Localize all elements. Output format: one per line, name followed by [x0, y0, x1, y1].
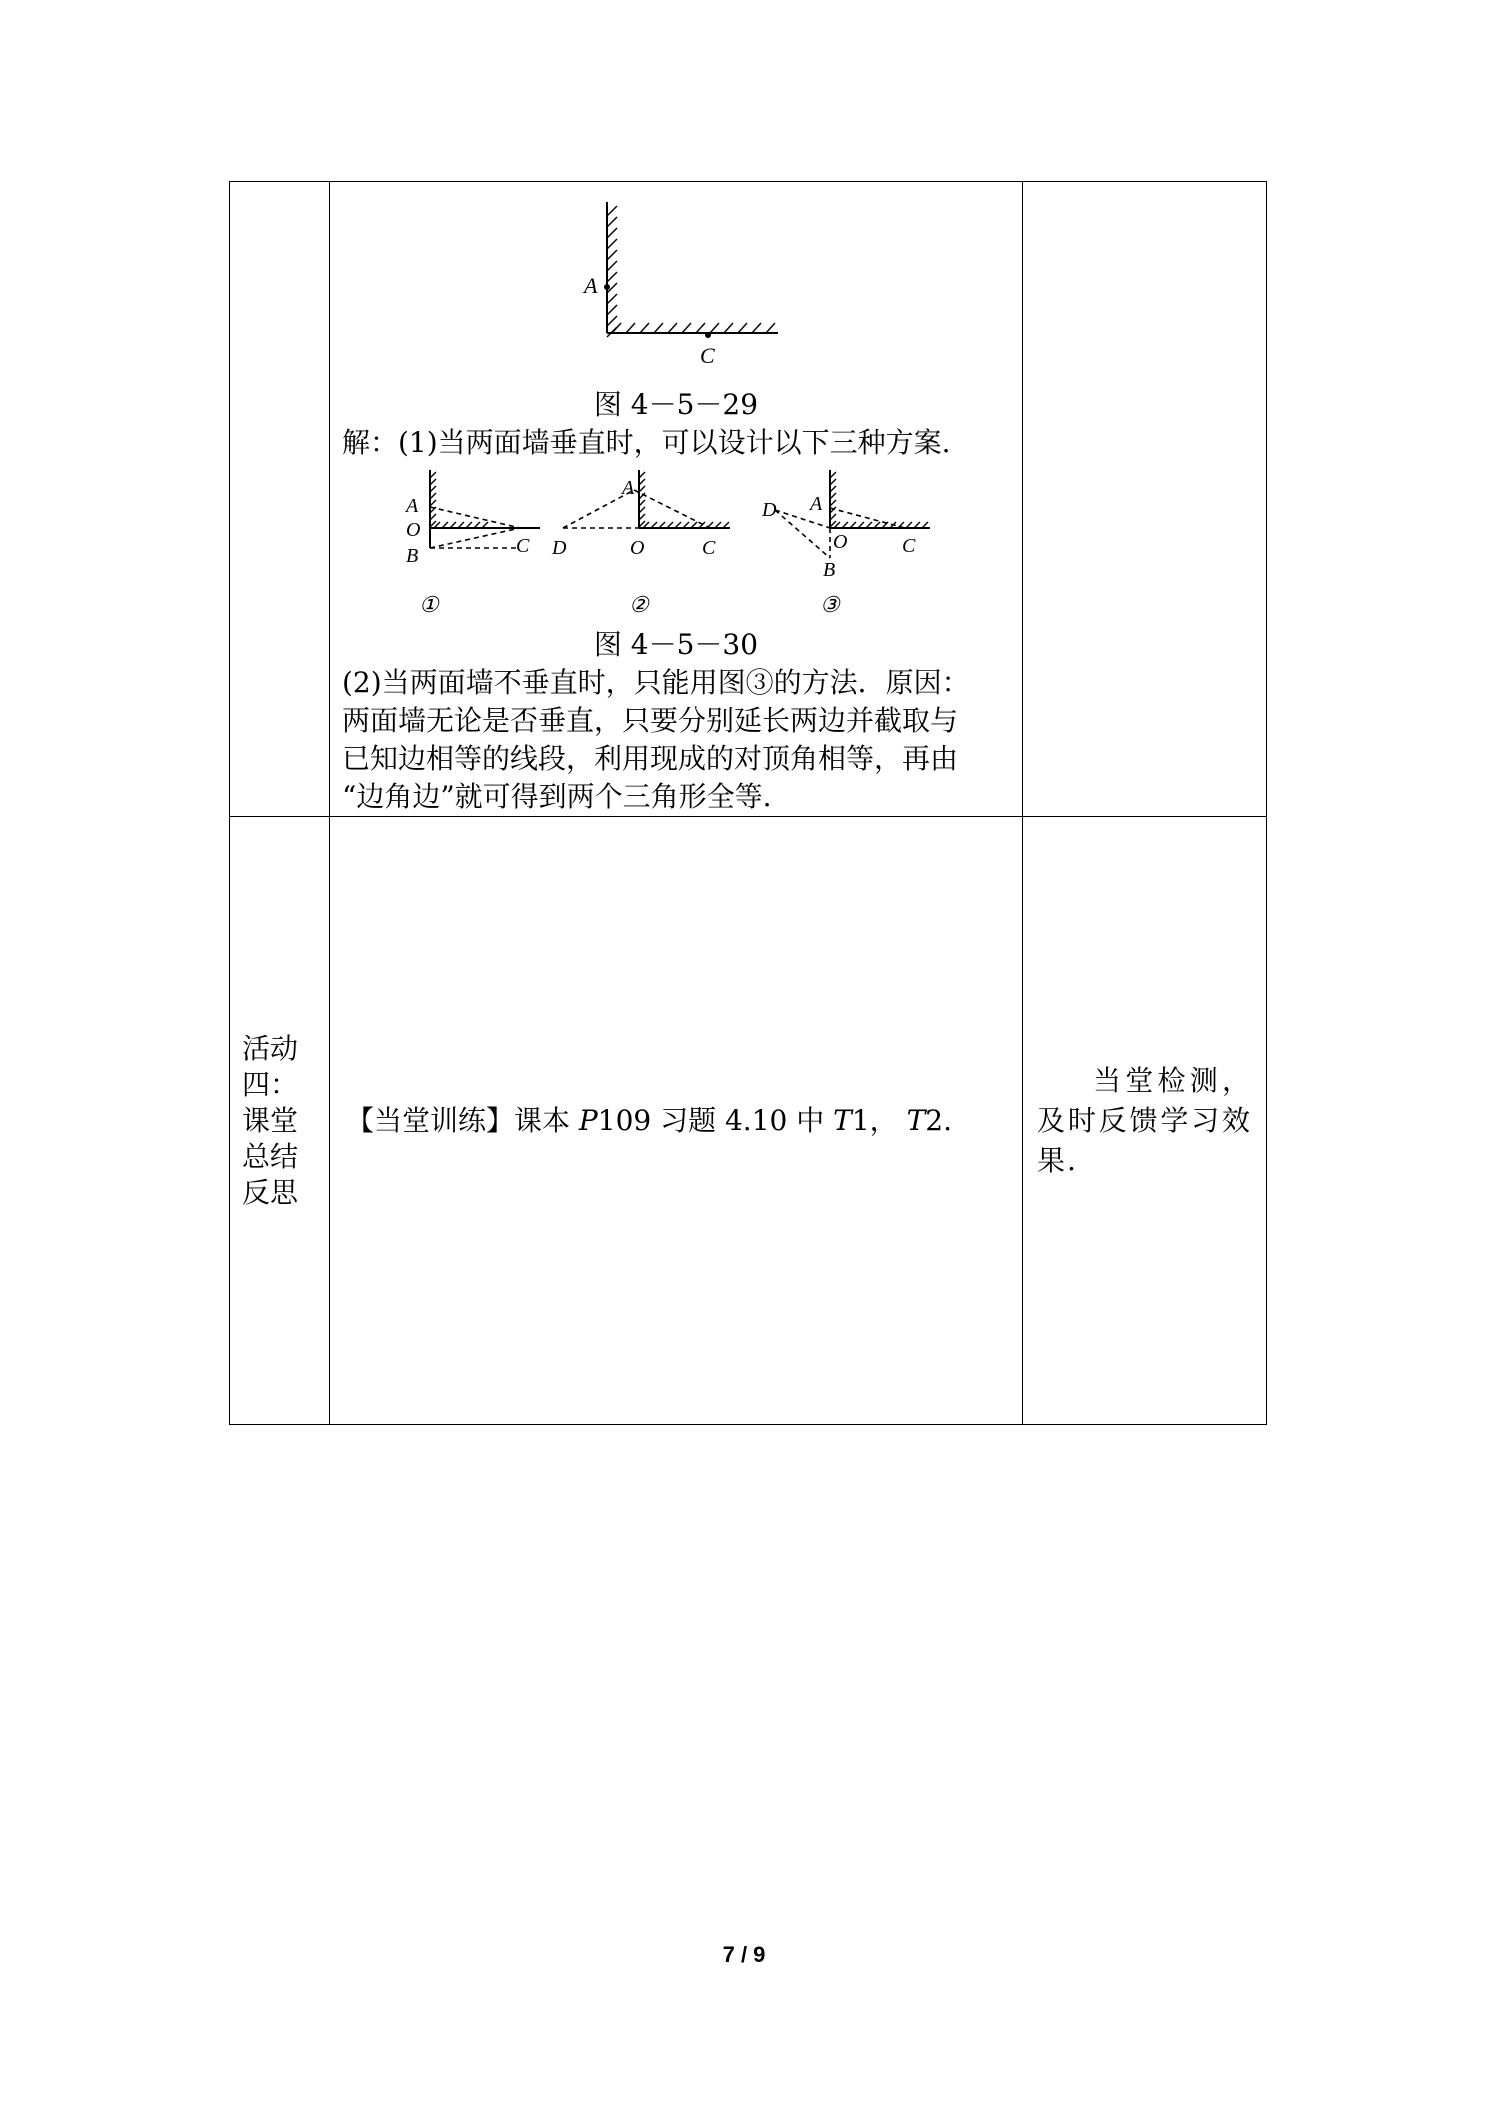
label-b: B	[823, 559, 836, 581]
activity-label-line: 四：	[242, 1067, 299, 1101]
wall-hatch	[607, 217, 617, 227]
task-number: 1，	[851, 1103, 898, 1137]
label-c: C	[700, 343, 715, 368]
training-text	[330, 1102, 1022, 1140]
wall-hatch	[654, 323, 663, 333]
panel-number-1: ①	[419, 592, 439, 617]
wall-hatch	[607, 239, 617, 249]
wall-hatch	[752, 323, 761, 333]
label-c: C	[702, 537, 716, 559]
label-d: D	[552, 537, 567, 559]
wall-hatch	[626, 323, 635, 333]
panel-3	[761, 470, 930, 581]
figure-4-5-30-diagram	[330, 462, 1023, 622]
figure-4-5-29	[330, 182, 1022, 386]
label-a: A	[810, 493, 823, 515]
table-row	[230, 817, 1267, 1425]
solution-part2-line-2: 两面墙无论是否垂直，只要分别延长两边并截取与	[342, 704, 959, 737]
wall-hatch	[682, 323, 691, 333]
task-letter: T	[906, 1103, 926, 1137]
label-o: O	[630, 537, 645, 559]
wall-hatch	[607, 305, 617, 315]
figure-caption: 图 4－5－29	[593, 388, 759, 421]
activity-cell-empty	[230, 182, 330, 817]
intent-cell-empty	[1023, 182, 1267, 817]
label-a: A	[584, 273, 598, 298]
panel-number-2: ②	[629, 592, 649, 617]
solution-part2-line-1: (2)当两面墙不垂直时，只能用图③的方法．原因：	[342, 666, 970, 699]
panel-number-3: ③	[820, 592, 840, 617]
solution-part2-line-4: “边角边”就可得到两个三角形全等.	[342, 780, 772, 813]
activity-label-line: 课堂	[242, 1103, 299, 1137]
wall-hatch	[607, 316, 617, 326]
wall-hatch	[607, 250, 617, 260]
wall-hatch	[607, 261, 617, 271]
activity-label-line: 总结	[242, 1139, 299, 1173]
label-a: A	[406, 495, 419, 517]
wall-hatch	[766, 323, 775, 333]
panel-2	[551, 470, 730, 559]
wall-hatch	[640, 323, 649, 333]
label-a: A	[622, 477, 635, 499]
page-ref-letter: P	[578, 1103, 598, 1137]
label-c: C	[516, 535, 530, 557]
activity-label	[230, 1031, 329, 1211]
lesson-table	[229, 181, 1267, 1425]
label-o: O	[833, 531, 848, 553]
page-ref-number: 109 习题 4.10 中	[597, 1103, 834, 1137]
activity-label-line: 反思	[242, 1175, 299, 1209]
wall-hatch	[612, 323, 621, 333]
panel-1	[404, 470, 540, 567]
wall-hatch	[738, 323, 747, 333]
wall-hatch	[607, 228, 617, 238]
activity-cell	[230, 817, 330, 1425]
figure-4-5-29-diagram	[330, 182, 1023, 382]
page-number: 7 / 9	[722, 1942, 766, 1967]
intent-cell	[1023, 817, 1267, 1425]
wall-hatch	[724, 323, 733, 333]
wall-hatch	[607, 272, 617, 282]
label-d: D	[762, 499, 777, 521]
label-b: B	[406, 545, 419, 567]
content-cell	[330, 817, 1023, 1425]
figure-caption: 图 4－5－30	[593, 628, 759, 661]
solution-intro: 解：(1)当两面墙垂直时，可以设计以下三种方案.	[342, 426, 951, 459]
wall-hatch	[607, 294, 617, 304]
content-cell	[330, 182, 1023, 817]
label-c: C	[902, 535, 916, 557]
wall-hatch	[710, 323, 719, 333]
task-letter: T	[833, 1103, 852, 1137]
solution-part2-line-3: 已知边相等的线段，利用现成的对顶角相等，再由	[342, 742, 959, 775]
figure-4-5-30	[330, 462, 1022, 626]
activity-label-line: 活动	[242, 1031, 299, 1065]
training-prefix: 【当堂训练】课本	[346, 1103, 579, 1137]
wall-hatch	[607, 206, 617, 216]
table-row	[230, 182, 1267, 817]
label-o: O	[406, 519, 421, 541]
wall-hatch	[668, 323, 677, 333]
wall-hatch	[696, 323, 705, 333]
task-number: 2.	[925, 1103, 952, 1137]
design-intent-text: 当堂检测，及时反馈学习效果.	[1037, 1063, 1252, 1177]
